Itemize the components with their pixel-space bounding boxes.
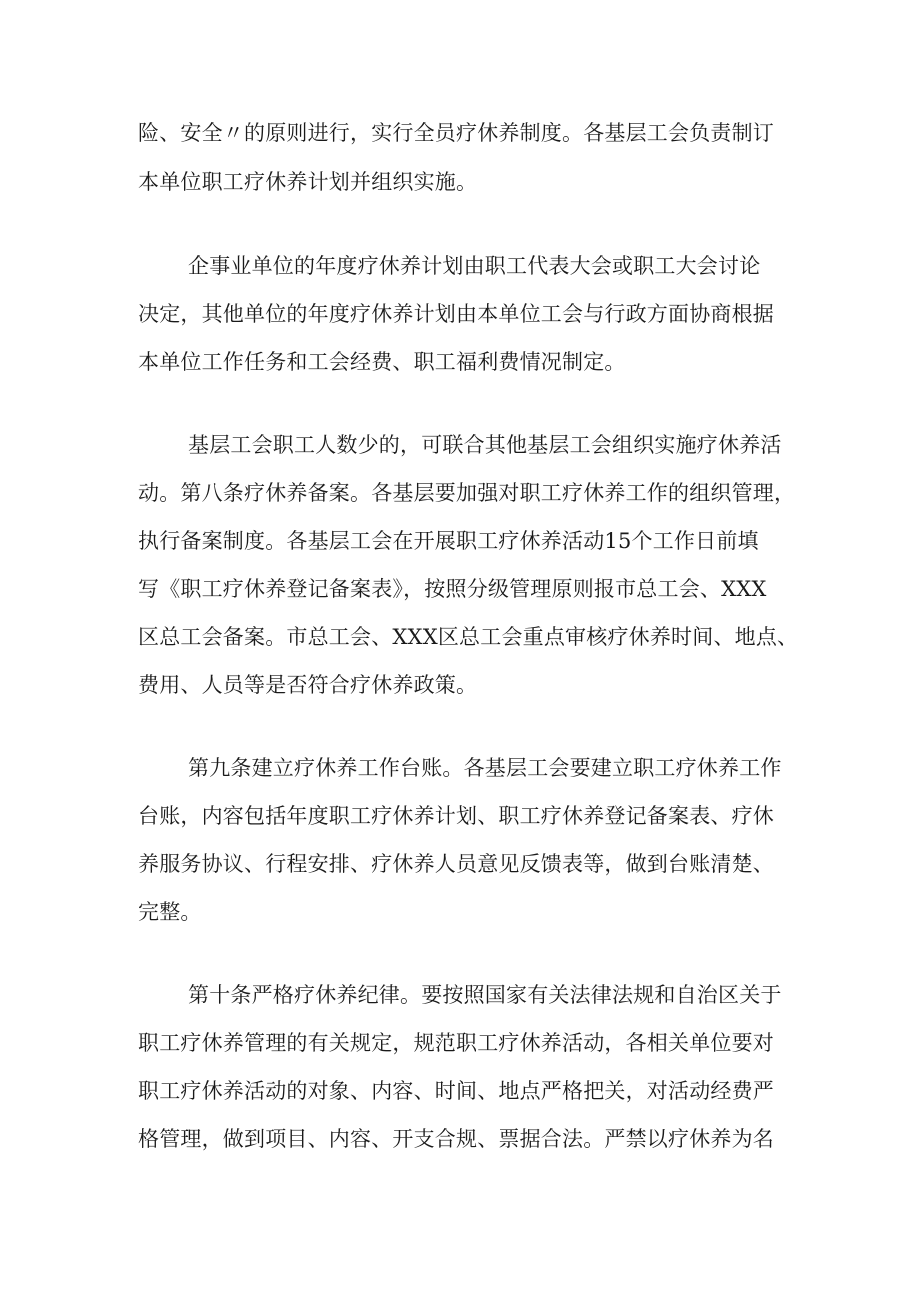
paragraph-4-line-1: 第九条建立疗休养工作台账。各基层工会要建立职工疗休养工作 — [188, 756, 782, 780]
paragraph-2-line-3: 本单位工作任务和工会经费、职工福利费情况制定。 — [138, 350, 626, 374]
paragraph-3-line-4: 写《职工疗休养登记备案表》，按照分级管理原则报市总工会、XXX — [138, 577, 767, 601]
paragraph-2-line-1: 企事业单位的年度疗休养计划由职工代表大会或职工大会讨论 — [188, 254, 761, 278]
paragraph-3-line-1: 基层工会职工人数少的，可联合其他基层工会组织实施疗休养活 — [188, 433, 782, 457]
paragraph-5-line-2: 职工疗休养管理的有关规定，规范职工疗休养活动，各相关单位要对 — [138, 1031, 774, 1055]
paragraph-3-line-2: 动。第八条疗休养备案。各基层要加强对职工疗休养工作的组织管理， — [138, 481, 796, 505]
paragraph-4-line-2: 台账，内容包括年度职工疗休养计划、职工疗休养登记备案表、疗休 — [138, 804, 774, 828]
paragraph-1-line-2: 本单位职工疗休养计划并组织实施。 — [138, 170, 478, 194]
paragraph-3-line-6: 费用、人员等是否符合疗休养政策。 — [138, 673, 478, 697]
paragraph-5-line-1: 第十条严格疗休养纪律。要按照国家有关法律法规和自治区关于 — [188, 983, 782, 1007]
paragraph-5-line-3: 职工疗休养活动的对象、内容、时间、地点严格把关，对活动经费严 — [138, 1079, 774, 1103]
paragraph-3-line-3: 执行备案制度。各基层工会在开展职工疗休养活动15个工作日前填 — [138, 529, 759, 553]
paragraph-3-line-5: 区总工会备案。市总工会、XXX区总工会重点审核疗休养时间、地点、 — [138, 625, 799, 649]
paragraph-4-line-4: 完整。 — [138, 900, 202, 924]
paragraph-5-line-4: 格管理，做到项目、内容、开支合规、票据合法。严禁以疗休养为名 — [138, 1127, 774, 1151]
paragraph-1-line-1: 险、安全〃的原则进行，实行全员疗休养制度。各基层工会负责制订 — [138, 121, 774, 145]
paragraph-2-line-2: 决定，其他单位的年度疗休养计划由本单位工会与行政方面协商根据 — [138, 302, 774, 326]
paragraph-4-line-3: 养服务协议、行程安排、疗休养人员意见反馈表等，做到台账清楚、 — [138, 852, 774, 876]
